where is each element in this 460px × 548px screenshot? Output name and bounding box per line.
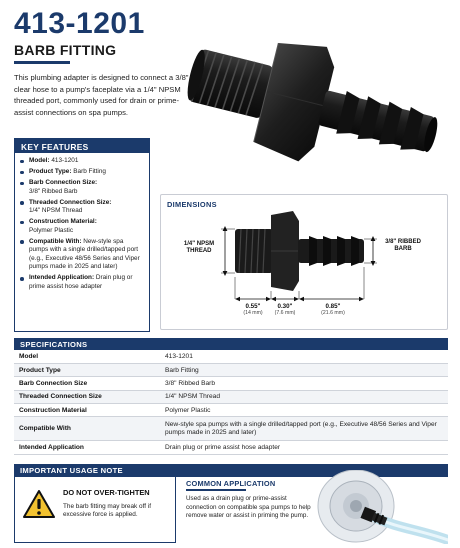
dimensions-panel [160,194,448,330]
specifications-table [14,350,448,455]
list-item: Intended Application: Drain plug or prime assist hose adapter [20,274,144,291]
list-item: Threaded Connection Size: 1/4" NPSM Thread [20,199,144,216]
list-item: Barb Connection Size: 3/8" Ribbed Barb [20,179,144,196]
list-item: Construction Material: Polymer Plastic [20,218,144,235]
usage-note-heading: IMPORTANT USAGE NOTE [14,464,448,477]
dimension-hex-length: 0.30" (7.6 mm) [274,303,296,317]
specifications-heading: SPECIFICATIONS [14,338,448,350]
list-item: Model: 413-1201 [20,157,144,166]
list-item: Compatible With: New-style spa pumps with a single drilled/tapped port (e.g., Executive 48/56 Series and Viper pumps made in 2025 and later) [20,238,144,272]
warning-text: The barb fitting may break off if excessive force is applied. [63,503,151,519]
application-divider [186,489,246,491]
pump-application-image [316,470,448,544]
table-row: Compatible With New-style spa pumps with a single drilled/tapped port (e.g., Executive 48/56 Series and Viper pumps made in 2025 and later) [14,417,448,441]
table-row: Product Type Barb Fitting [14,363,448,376]
thread-dimension-label: 1/4" NPSM THREAD [183,241,215,255]
list-item: Product Type: Barb Fitting [20,168,144,177]
warning-title: DO NOT OVER-TIGHTEN [63,488,150,497]
page-title: 413-1201 [14,7,145,40]
barb-fitting-image [186,24,448,174]
dimensions-heading: DIMENSIONS [167,200,217,209]
warning-triangle-icon [23,489,55,519]
barb-dimension-label: 3/8" RIBBED BARB [385,239,421,253]
dimension-barb-length: 0.85" (21.6 mm) [321,303,345,317]
table-row: Model 413-1201 [14,350,448,363]
table-row: Intended Application Drain plug or prime assist hose adapter [14,441,448,454]
table-row: Barb Connection Size 3/8" Ribbed Barb [14,377,448,390]
dimension-drawing [161,195,449,331]
common-application-text: Used as a drain plug or prime-assist connection on compatible spa pumps to help remove water or assist in priming the pump. [186,495,311,520]
dimension-thread-length: 0.55" (14 mm) [243,303,263,317]
product-name: BARB FITTING [14,42,117,58]
key-features-heading: KEY FEATURES [15,139,149,153]
table-row: Construction Material Polymer Plastic [14,404,448,417]
table-row: Threaded Connection Size 1/4" NPSM Thread [14,390,448,403]
product-intro: This plumbing adapter is designed to connect a 3/8" clear hose to a pump's faceplate via a 1/4" NPSM threaded port, commonly used for drain or prime-assist connections on spa pumps. [14,73,189,117]
subtitle-divider [14,61,70,64]
usage-note-panel [14,477,176,543]
common-application-heading: COMMON APPLICATION [186,479,276,488]
key-features-panel [14,138,150,332]
key-features-list [15,153,149,292]
